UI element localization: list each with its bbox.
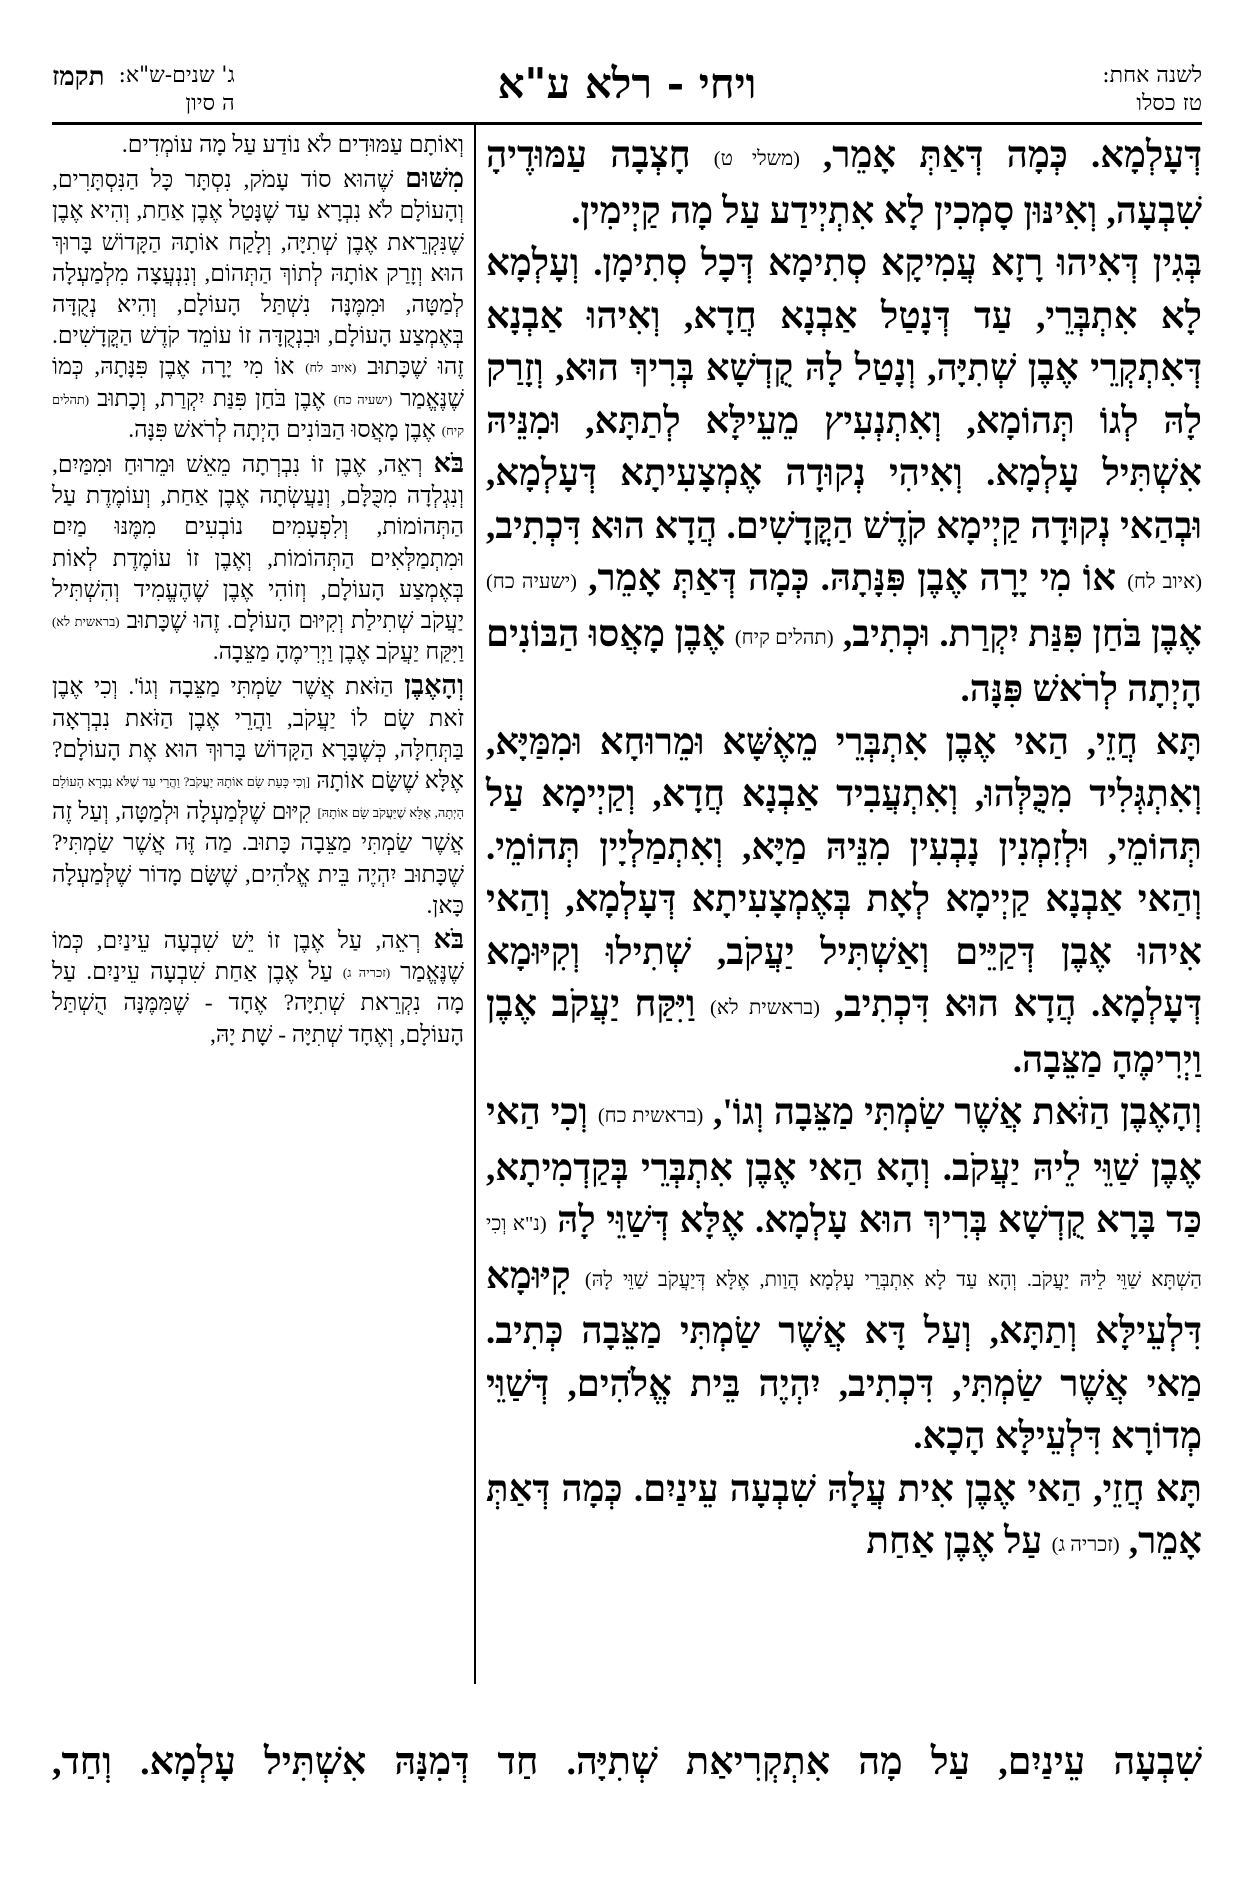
translation-paragraph: בֹּא רְאֵה, עַל אֶבֶן זוֹ יֵשׁ שִׁבְעָה עֵינַיִם, כְּמוֹ שֶׁנֶּאֱמַר (זכריה ג) עַל אֶבֶן אַחַת שִׁבְעָה עֵינַיִם. עַל מָה נִקְרֵאת שְׁתִיָּה? אֶחָד - שֶׁמִּמֶּנָּה הֻשְׁתַּל הָעוֹלָם, וְאֶחָד שְׁתִיָּה - שָׁת יָהּ,: [52, 924, 465, 1048]
daily-schedule-three-years: [52, 62, 235, 118]
translation-paragraph: וְהָאֶבֶן הַזֹּאת אֲשֶׁר שַׂמְתִּי מַצֵּבָה וְגוֹ'. וְכִי אֶבֶן זֹאת שָׂם לוֹ יַעֲקֹב, וַהֲרֵי אֶבֶן הַזֹּאת נִבְרְאָה בַּתְּחִלָּה, כְּשֶׁבָּרָא הַקָּדוֹשׁ בָּרוּךְ הוּא אֶת הָעוֹלָם? אֶלָּא שֶׁשָּׂם אוֹתָהּ [וְכִי כָּעֵת שָׂם אוֹתָהּ יַעֲקֹב? וַהֲרֵי עַד שֶׁלֹּא נִבְרָא הָעוֹלָם הָיְתָה, אֶלָּא שֶׁיַּעֲקֹב שָׂם אוֹתָהּ] קִיּוּם שֶׁלְּמַעְלָה וּלְמַטָּה, וְעַל זֶה אֲשֶׁר שַׂמְתִּי מַצֵּבָה כָּתוּב. מַה זֶּה אֲשֶׁר שַׂמְתִּי? שֶׁכָּתוּב יִהְיֶה בֵּית אֱלֹהִים, שֶׁשָּׂם מָדוֹר שֶׁלְּמַעְלָה כָּאן.: [52, 670, 464, 919]
translation-column: [52, 130, 464, 1053]
page-header: [52, 58, 1202, 120]
lead-word: בֹּא: [433, 924, 464, 955]
source-reference: (בראשית לא): [710, 997, 820, 1019]
main-paragraph: בְּגִין דְּאִיהוּ רָזָא עֲמִיקָא סְתִימָא דְּכָל סְתִימָן. וְעָלְמָא לָא אִתְבְּרֵי, עַד דְּנָטַל אַבְנָא חֲדָא, וְאִיהוּ אַבְנָא דְּאִתְקְרֵי אֶבֶן שְׁתִיָּה, וְנָטַל לָהּ קֻדְשָׁא בְּרִיךְ הוּא, וְזָרַק לָהּ לְגוֹ תְּהוֹמָא, וְאִתְנְעִיץ מֵעֵילָּא לְתַתָּא, וּמִנֵּיהּ אִשְׁתִּיל עָלְמָא. וְאִיהִי נְקוּדָה אֶמְצָעִיתָא דְּעָלְמָא, וּבְהַאי נְקוּדָה קַיְימָא קֹדֶשׁ הַקֳּדָשִׁים. הֲדָא הוּא דִּכְתִיב, (איוב לח) אוֹ מִי יָרָה אֶבֶן פִּנָּתָהּ. כְּמָה דְּאַתְּ אָמֵר, (ישעיה כח) אֶבֶן בֹּחַן פִּנַּת יִקְרַת. וּכְתִיב, (תהלים קיח) אֶבֶן מָאֲסוּ הַבּוֹנִים הָיְתָה לְרֹאשׁ פִּנָּה.: [486, 243, 1203, 710]
schedule-date: טז כסלו: [1136, 91, 1202, 116]
header-divider: [52, 122, 1202, 125]
column-divider: [474, 124, 476, 1684]
source-reference: (משלי ט): [713, 148, 800, 170]
main-paragraph: וְהָאֶבֶן הַזֹּאת אֲשֶׁר שַׂמְתִּי מַצֵּבָה וְגוֹ', (בראשית כח) וְכִי הַאי אֶבֶן שַׁוֵּי לֵיהּ יַעֲקֹב. וְהָא הַאי אֶבֶן אִתְבְּרֵי בְּקַדְמִיתָא, כַּד בָּרָא קֻדְשָׁא בְּרִיךְ הוּא עָלְמָא. אֶלָּא דְּשַׁוֵּי לָהּ (נ"א וְכִי הַשְׁתָּא שַׁוֵּי לֵיהּ יַעֲקֹב. וְהָא עַד לָא אִתְבְּרֵי עָלְמָא הֲוַות, אֶלָּא דְּיַעֲקֹב שַׁוֵּי לָהּ) קִיּוּמָא דִּלְעֵילָּא וְתַתָּא, וְעַל דָּא אֲשֶׁר שַׂמְתִּי מַצֵּבָה כְּתִיב. מַאי אֲשֶׁר שַׂמְתִּי, דִּכְתִיב, יִהְיֶה בֵּית אֱלֹהִים, דְּשַׁוֵּי מְדוֹרָא דִּלְעֵילָּא הָכָא.: [486, 1092, 1202, 1457]
lead-word: מִשּׁוּם: [405, 163, 464, 194]
source-reference: (ישעיה כח): [486, 571, 577, 593]
schedule-date: ה סיון: [185, 91, 235, 116]
schedule-label: ג' שנים-ש"א:: [118, 63, 235, 88]
source-reference: (בראשית לא): [52, 614, 120, 630]
translation-paragraph: בֹּא רְאֵה, אֶבֶן זוֹ נִבְרְתָה מֵאֵשׁ וּמֵרוּחַ וּמִמַּיִם, וְנִגְלְדָה מִכֻּלָּם, וְנַעֲשְׂתָה אֶבֶן אַחַת, וְעוֹמֶדֶת עַל הַתְּהוֹמוֹת, וְלִפְעָמִים נוֹבְעִים מִמֶּנּוּ מַיִם וּמִתְמַלְּאִים הַתְּהוֹמוֹת, וְאֶבֶן זוֹ עוֹמֶדֶת לְאוֹת בְּאֶמְצַע הָעוֹלָם, וְזוֹהִי אֶבֶן שֶׁהֶעֱמִיד וְהִשְׁתִּיל יַעֲקֹב שְׁתִילַת וְקִיּוּם הָעוֹלָם. זֶהוּ שֶׁכָּתוּב (בראשית לא) וַיִּקַּח יַעֲקֹב אֶבֶן וַיְרִימֶהָ מַצֵּבָה.: [52, 448, 465, 666]
source-reference: (תהלים קיח): [52, 391, 464, 438]
page-number: תקמז: [52, 62, 105, 92]
alternate-reading: [וְכִי כָּעֵת שָׂם אוֹתָהּ יַעֲקֹב? וַהֲרֵי עַד שֶׁלֹּא נִבְרָא הָעוֹלָם הָיְתָה, אֶלָּא שֶׁיַּעֲקֹב שָׂם אוֹתָהּ]: [52, 774, 464, 821]
translation-paragraph: וְאוֹתָם עַמּוּדִים לֹא נוֹדַע עַל מָה עוֹמְדִים.: [121, 132, 464, 158]
source-reference: (תהלים קיח): [734, 626, 834, 649]
alternate-reading: (נ"א וְכִי הַשְׁתָּא שַׁוֵּי לֵיהּ יַעֲקֹב. וְהָא עַד לָא אִתְבְּרֵי עָלְמָא הֲוַות, אֶלָּא דְּיַעֲקֹב שַׁוֵּי לָהּ): [486, 1213, 1202, 1291]
source-reference: (זכריה ג): [1051, 1534, 1120, 1556]
source-reference: (ישעיה כח): [333, 391, 393, 407]
source-reference: (איוב לח): [1127, 571, 1203, 593]
source-reference: (איוב לח): [305, 360, 357, 376]
translation-paragraph: מִשּׁוּם שֶׁהוּא סוֹד עָמֹק, נִסְתָּר כָּל הַנִּסְתָּרִים, וְהָעוֹלָם לֹא נִבְרָא עַד שֶׁנָּטַל אֶבֶן אַחַת, וְהִיא אֶבֶן שֶׁנִּקְרֵאת אֶבֶן שְׁתִיָּה, וְלָקַח אוֹתָהּ הַקָּדוֹשׁ בָּרוּךְ הוּא וְזָרַק אוֹתָהּ לְתוֹךְ הַתְּהוֹם, וְנִנְעֲצָה מִלְמַעְלָה לְמַטָּה, וּמִמֶּנָּה נִשְׁתַּל הָעוֹלָם, וְהִיא נְקֻדָּה בְּאֶמְצַע הָעוֹלָם, וּבִנְקֻדָּה זוֹ עוֹמֵד קֹדֶשׁ הַקֳּדָשִׁים. זֶהוּ שֶׁכָּתוּב (איוב לח) אוֹ מִי יָרָה אֶבֶן פִּנָּתָהּ, כְּמוֹ שֶׁנֶּאֱמַר (ישעיה כח) אֶבֶן בֹּחַן פִּנַּת יִקְרַת, וְכָתוּב (תהלים קיח) אֶבֶן מָאֲסוּ הַבּוֹנִים הָיְתָה לְרֹאשׁ פִּנָּה.: [52, 163, 465, 443]
source-reference: (זכריה ג): [342, 965, 391, 981]
main-paragraph: דְּעָלְמָא. כְּמָה דְּאַתְּ אָמֵר, (משלי ט) חָצְבָה עַמּוּדֶיהָ שִׁבְעָה, וְאִינּוּן סָמְכִין לָא אִתְיְידַע עַל מָה קַיְימִין.: [486, 135, 1202, 232]
main-text-column: [486, 130, 1202, 1572]
page-title: ויחי - רלא ע"א: [497, 59, 757, 108]
main-text-continuation: שִׁבְעָה עֵינַיִם, עַל מָה אִתְקְרִיאַת שְׁתִיָּה. חַד דְּמִנָּהּ אִשְׁתִּיל עָלְמָא. וְחַד,: [52, 1741, 1202, 1783]
schedule-label: לשנה אחת:: [1102, 63, 1202, 88]
lead-word: וְהָאֶבֶן: [404, 670, 464, 701]
lead-word: בֹּא: [433, 448, 464, 479]
source-reference: (בראשית כח): [597, 1105, 704, 1127]
main-paragraph: תָּא חֲזֵי, הַאי אֶבֶן אִית עֲלָהּ שִׁבְעָה עֵינַיִם. כְּמָה דְּאַתְּ אָמֵר, (זכריה ג) עַל אֶבֶן אַחַת: [486, 1468, 1202, 1562]
main-paragraph: תָּא חֲזֵי, הַאי אֶבֶן אִתְבְּרֵי מֵאֶשָּׁא וּמֵרוּחָא וּמִמַּיָּא, וְאִתְגְּלִיד מִכֻּלְּהוּ, וְאִתְעֲבִיד אַבְנָא חֲדָא, וְקַיְימָא עַל תְּהוֹמֵי, וּלְזִמְנִין נָבְעִין מִנֵּיהּ מַיָּא, וְאִתְמַלְיָין תְּהוֹמֵי. וְהַאי אַבְנָא קַיְימָא לְאָת בְּאֶמְצָעִיתָא דְּעָלְמָא, וְהַאי אִיהוּ אֶבֶן דְּקַיֵּים וְאַשְׁתִּיל יַעֲקֹב, שְׁתִילוּ וְקִיּוּמָא דְּעָלְמָא. הֲדָא הוּא דִּכְתִיב, (בראשית לא) וַיִּקַּח יַעֲקֹב אֶבֶן וַיְרִימֶהָ מַצֵּבָה.: [486, 721, 1202, 1081]
